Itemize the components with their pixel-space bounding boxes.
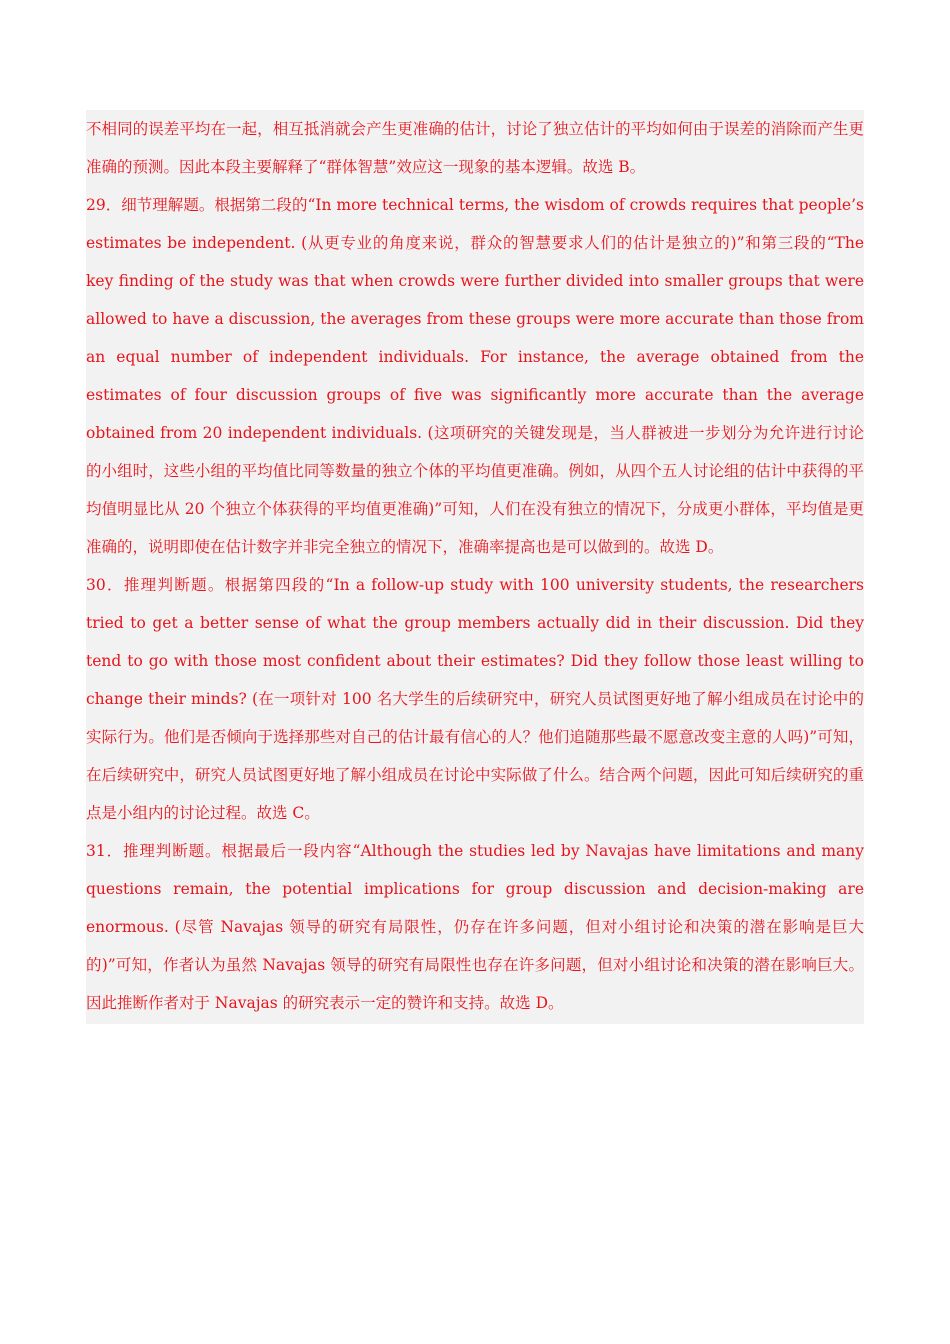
answer-explanations: [86, 110, 864, 1024]
paragraph-answer-31: 31．推理判断题。根据最后一段内容“Although the studies led by Navajas have limitations and many questions remain, the potential implications for group discussion and decision-making are enormous. (尽管 Navajas 领导的研究有局限性，仍存在许多问题，但对小组讨论和决策的潜在影响是巨大的)”可知，作者认为虽然 Navajas 领导的研究有局限性也存在许多问题，但对小组讨论和决策的潜在影响巨大。因此推断作者对于 Navajas 的研究表示一定的赞许和支持。故选 D。: [86, 842, 864, 1012]
paragraph-answer-28-continued: 不相同的误差平均在一起，相互抵消就会产生更准确的估计，讨论了独立估计的平均如何由于误差的消除而产生更准确的预测。因此本段主要解释了“群体智慧”效应这一现象的基本逻辑。故选 B。: [86, 120, 864, 176]
paragraph-answer-30: 30．推理判断题。根据第四段的“In a follow-up study with 100 university students, the researchers tried to get a better sense of what the group members actually did in their discussion. Did they tend to go with those most confident about their estimates? Did they follow those least willing to change their minds? (在一项针对 100 名大学生的后续研究中，研究人员试图更好地了解小组成员在讨论中的实际行为。他们是否倾向于选择那些对自己的估计最有信心的人？他们追随那些最不愿意改变主意的人吗)”可知，在后续研究中，研究人员试图更好地了解小组成员在讨论中实际做了什么。结合两个问题，因此可知后续研究的重点是小组内的讨论过程。故选 C。: [86, 576, 864, 822]
paragraph-answer-29: 29．细节理解题。根据第二段的“In more technical terms, the wisdom of crowds requires that people’s estimates be independent. (从更专业的角度来说，群众的智慧要求人们的估计是独立的)”和第三段的“The key finding of the study was that when crowds were further divided into smaller groups that were allowed to have a discussion, the averages from these groups were more accurate than those from an equal number of independent individuals. For instance, the average obtained from the estimates of four discussion groups of five was significantly more accurate than the average obtained from 20 independent individuals. (这项研究的关键发现是，当人群被进一步划分为允许进行讨论的小组时，这些小组的平均值比同等数量的独立个体的平均值更准确。例如，从四个五人讨论组的估计中获得的平均值明显比从 20 个独立个体获得的平均值更准确)”可知，人们在没有独立的情况下，分成更小群体，平均值是更准确的，说明即使在估计数字并非完全独立的情况下，准确率提高也是可以做到的。故选 D。: [86, 196, 864, 556]
